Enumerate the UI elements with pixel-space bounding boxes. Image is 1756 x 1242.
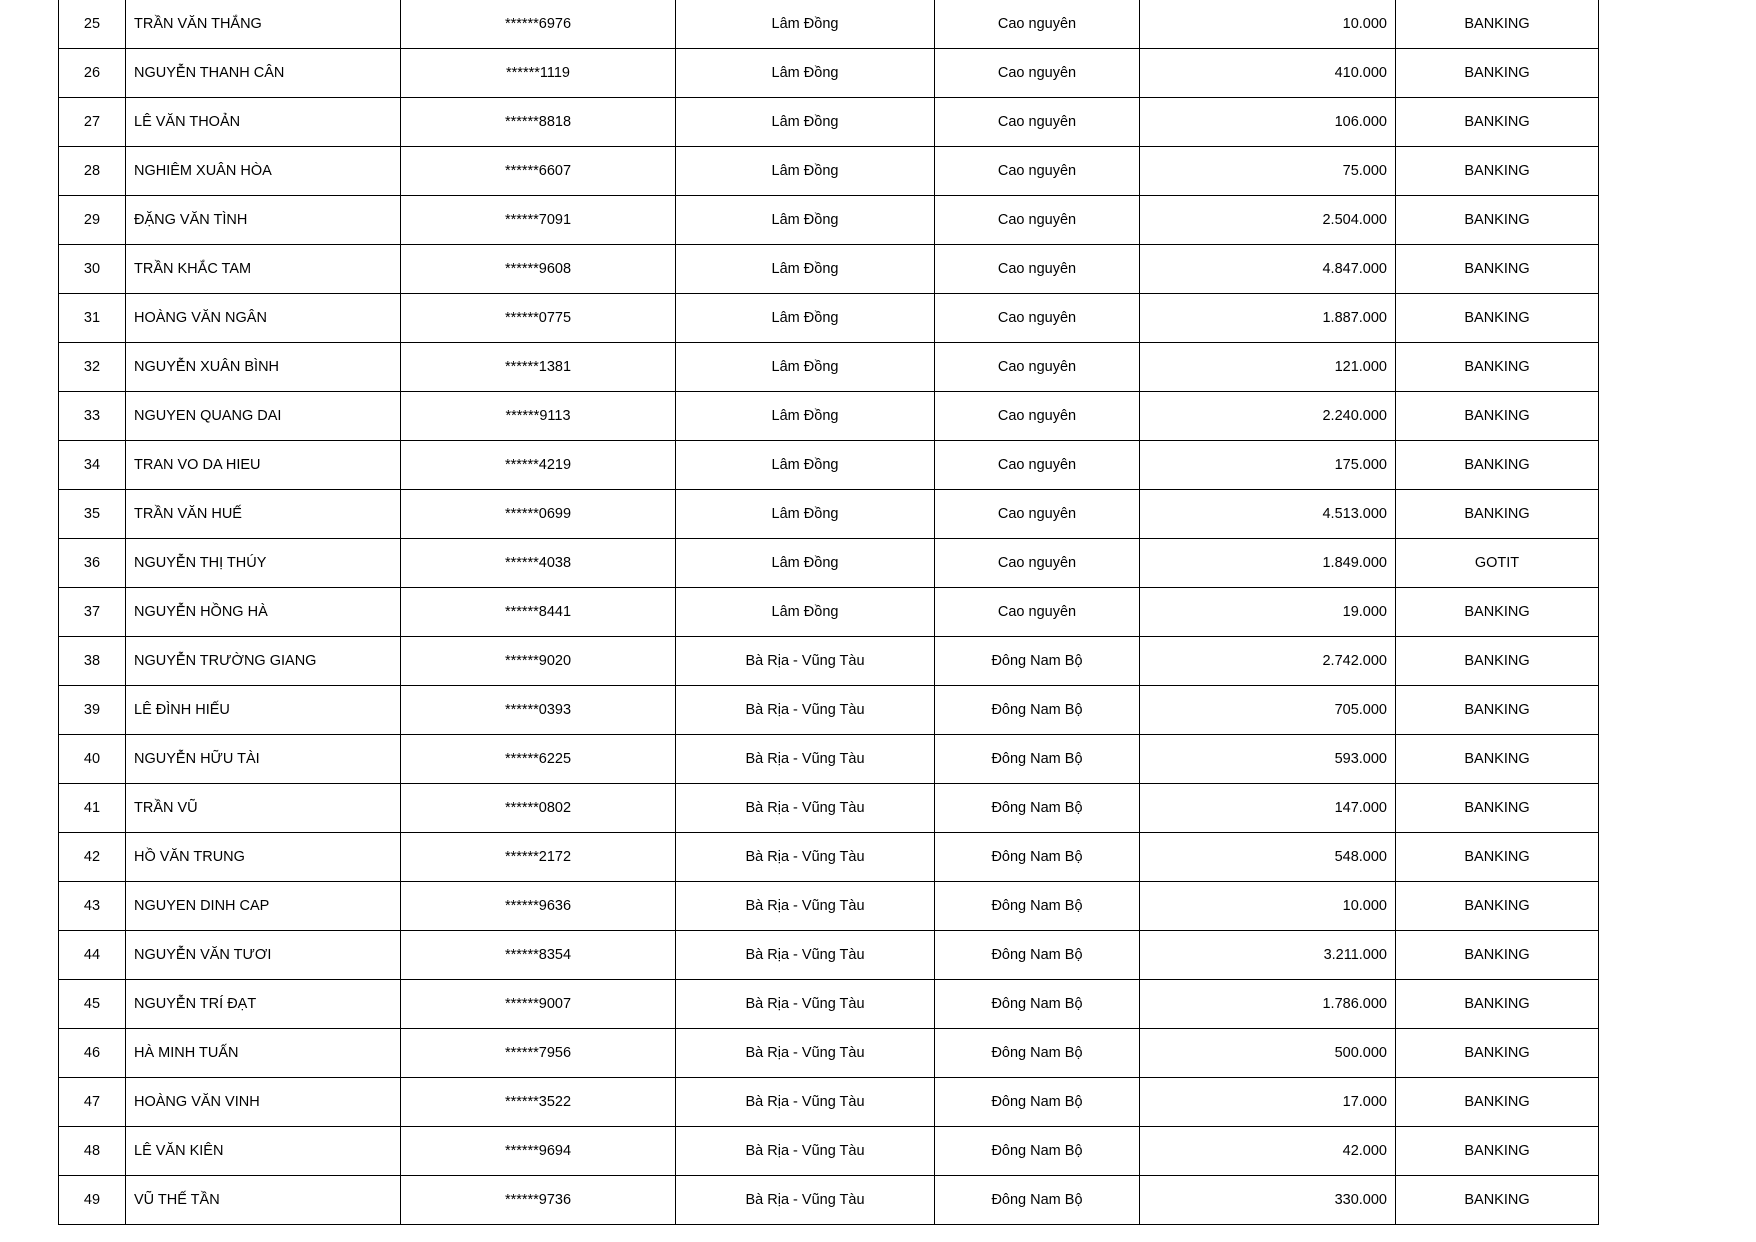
payment-method-cell: BANKING (1396, 0, 1599, 49)
region-cell: Đông Nam Bộ (935, 637, 1140, 686)
table-row (59, 0, 1599, 49)
table-row (59, 343, 1599, 392)
customer-name-cell: TRẦN KHẮC TAM (126, 245, 401, 294)
amount-cell: 17.000 (1140, 1078, 1396, 1127)
masked-phone-cell: ******9636 (401, 882, 676, 931)
province-cell: Lâm Đồng (676, 490, 935, 539)
row-number-cell: 38 (59, 637, 126, 686)
province-cell: Lâm Đồng (676, 539, 935, 588)
region-cell: Cao nguyên (935, 294, 1140, 343)
amount-cell: 10.000 (1140, 0, 1396, 49)
row-number-cell: 43 (59, 882, 126, 931)
row-number-cell: 28 (59, 147, 126, 196)
amount-cell: 593.000 (1140, 735, 1396, 784)
payment-method-cell: BANKING (1396, 49, 1599, 98)
document-page (58, 0, 1598, 1225)
masked-phone-cell: ******0802 (401, 784, 676, 833)
customer-name-cell: TRẦN VĂN HUẾ (126, 490, 401, 539)
masked-phone-cell: ******9736 (401, 1176, 676, 1225)
payment-method-cell: BANKING (1396, 882, 1599, 931)
region-cell: Cao nguyên (935, 588, 1140, 637)
payment-method-cell: BANKING (1396, 980, 1599, 1029)
masked-phone-cell: ******4038 (401, 539, 676, 588)
table-row (59, 1176, 1599, 1225)
customer-name-cell: NGUYỄN TRƯỜNG GIANG (126, 637, 401, 686)
amount-cell: 410.000 (1140, 49, 1396, 98)
masked-phone-cell: ******7956 (401, 1029, 676, 1078)
row-number-cell: 32 (59, 343, 126, 392)
amount-cell: 42.000 (1140, 1127, 1396, 1176)
region-cell: Cao nguyên (935, 147, 1140, 196)
amount-cell: 330.000 (1140, 1176, 1396, 1225)
row-number-cell: 44 (59, 931, 126, 980)
row-number-cell: 30 (59, 245, 126, 294)
customer-name-cell: LÊ VĂN KIÊN (126, 1127, 401, 1176)
province-cell: Bà Rịa - Vũng Tàu (676, 833, 935, 882)
row-number-cell: 42 (59, 833, 126, 882)
province-cell: Bà Rịa - Vũng Tàu (676, 1127, 935, 1176)
masked-phone-cell: ******3522 (401, 1078, 676, 1127)
province-cell: Bà Rịa - Vũng Tàu (676, 882, 935, 931)
amount-cell: 19.000 (1140, 588, 1396, 637)
province-cell: Bà Rịa - Vũng Tàu (676, 784, 935, 833)
row-number-cell: 25 (59, 0, 126, 49)
amount-cell: 1.849.000 (1140, 539, 1396, 588)
customer-name-cell: NGUYỄN THỊ THÚY (126, 539, 401, 588)
customer-name-cell: TRẦN VĂN THẮNG (126, 0, 401, 49)
region-cell: Cao nguyên (935, 441, 1140, 490)
masked-phone-cell: ******9608 (401, 245, 676, 294)
province-cell: Lâm Đồng (676, 147, 935, 196)
table-row (59, 784, 1599, 833)
amount-cell: 10.000 (1140, 882, 1396, 931)
row-number-cell: 48 (59, 1127, 126, 1176)
province-cell: Bà Rịa - Vũng Tàu (676, 1078, 935, 1127)
masked-phone-cell: ******1119 (401, 49, 676, 98)
amount-cell: 1.887.000 (1140, 294, 1396, 343)
payment-method-cell: BANKING (1396, 686, 1599, 735)
payment-method-cell: BANKING (1396, 196, 1599, 245)
table-row (59, 686, 1599, 735)
customer-name-cell: LÊ ĐÌNH HIẾU (126, 686, 401, 735)
table-row (59, 49, 1599, 98)
amount-cell: 548.000 (1140, 833, 1396, 882)
table-row (59, 882, 1599, 931)
table-row (59, 98, 1599, 147)
customer-name-cell: TRẦN VŨ (126, 784, 401, 833)
region-cell: Cao nguyên (935, 490, 1140, 539)
region-cell: Đông Nam Bộ (935, 735, 1140, 784)
payment-method-cell: GOTIT (1396, 539, 1599, 588)
payment-method-cell: BANKING (1396, 784, 1599, 833)
province-cell: Lâm Đồng (676, 392, 935, 441)
payment-method-cell: BANKING (1396, 392, 1599, 441)
table-row (59, 196, 1599, 245)
row-number-cell: 27 (59, 98, 126, 147)
row-number-cell: 35 (59, 490, 126, 539)
table-row (59, 1127, 1599, 1176)
row-number-cell: 46 (59, 1029, 126, 1078)
payment-method-cell: BANKING (1396, 147, 1599, 196)
region-cell: Cao nguyên (935, 196, 1140, 245)
payment-method-cell: BANKING (1396, 637, 1599, 686)
customer-name-cell: NGUYỄN TRÍ ĐẠT (126, 980, 401, 1029)
customer-name-cell: ĐẶNG VĂN TÌNH (126, 196, 401, 245)
payment-method-cell: BANKING (1396, 245, 1599, 294)
province-cell: Bà Rịa - Vũng Tàu (676, 980, 935, 1029)
row-number-cell: 31 (59, 294, 126, 343)
amount-cell: 2.240.000 (1140, 392, 1396, 441)
masked-phone-cell: ******2172 (401, 833, 676, 882)
region-cell: Đông Nam Bộ (935, 980, 1140, 1029)
table-row (59, 1029, 1599, 1078)
payment-method-cell: BANKING (1396, 833, 1599, 882)
masked-phone-cell: ******6976 (401, 0, 676, 49)
province-cell: Bà Rịa - Vũng Tàu (676, 931, 935, 980)
amount-cell: 4.513.000 (1140, 490, 1396, 539)
payment-method-cell: BANKING (1396, 343, 1599, 392)
masked-phone-cell: ******0699 (401, 490, 676, 539)
masked-phone-cell: ******9007 (401, 980, 676, 1029)
customer-name-cell: NGUYỄN HỒNG HÀ (126, 588, 401, 637)
payment-method-cell: BANKING (1396, 294, 1599, 343)
table-body (59, 0, 1599, 1225)
province-cell: Bà Rịa - Vũng Tàu (676, 735, 935, 784)
amount-cell: 2.504.000 (1140, 196, 1396, 245)
table-row (59, 245, 1599, 294)
masked-phone-cell: ******9113 (401, 392, 676, 441)
table-row (59, 1078, 1599, 1127)
province-cell: Lâm Đồng (676, 245, 935, 294)
table-row (59, 833, 1599, 882)
table-row (59, 490, 1599, 539)
province-cell: Lâm Đồng (676, 0, 935, 49)
amount-cell: 2.742.000 (1140, 637, 1396, 686)
province-cell: Bà Rịa - Vũng Tàu (676, 686, 935, 735)
row-number-cell: 45 (59, 980, 126, 1029)
row-number-cell: 34 (59, 441, 126, 490)
customer-name-cell: HỒ VĂN TRUNG (126, 833, 401, 882)
row-number-cell: 26 (59, 49, 126, 98)
customer-name-cell: HOÀNG VĂN NGÂN (126, 294, 401, 343)
region-cell: Đông Nam Bộ (935, 882, 1140, 931)
customer-name-cell: HOÀNG VĂN VINH (126, 1078, 401, 1127)
amount-cell: 3.211.000 (1140, 931, 1396, 980)
region-cell: Cao nguyên (935, 539, 1140, 588)
amount-cell: 500.000 (1140, 1029, 1396, 1078)
amount-cell: 121.000 (1140, 343, 1396, 392)
masked-phone-cell: ******9694 (401, 1127, 676, 1176)
masked-phone-cell: ******1381 (401, 343, 676, 392)
table-row (59, 294, 1599, 343)
province-cell: Lâm Đồng (676, 196, 935, 245)
province-cell: Lâm Đồng (676, 343, 935, 392)
payment-method-cell: BANKING (1396, 588, 1599, 637)
province-cell: Bà Rịa - Vũng Tàu (676, 637, 935, 686)
province-cell: Lâm Đồng (676, 588, 935, 637)
row-number-cell: 47 (59, 1078, 126, 1127)
row-number-cell: 36 (59, 539, 126, 588)
customer-name-cell: NGUYỄN XUÂN BÌNH (126, 343, 401, 392)
region-cell: Cao nguyên (935, 392, 1140, 441)
region-cell: Đông Nam Bộ (935, 1127, 1140, 1176)
region-cell: Đông Nam Bộ (935, 686, 1140, 735)
payment-method-cell: BANKING (1396, 490, 1599, 539)
masked-phone-cell: ******8818 (401, 98, 676, 147)
region-cell: Đông Nam Bộ (935, 1029, 1140, 1078)
masked-phone-cell: ******7091 (401, 196, 676, 245)
amount-cell: 705.000 (1140, 686, 1396, 735)
row-number-cell: 41 (59, 784, 126, 833)
amount-cell: 1.786.000 (1140, 980, 1396, 1029)
masked-phone-cell: ******0393 (401, 686, 676, 735)
province-cell: Bà Rịa - Vũng Tàu (676, 1176, 935, 1225)
payment-method-cell: BANKING (1396, 931, 1599, 980)
province-cell: Lâm Đồng (676, 294, 935, 343)
region-cell: Cao nguyên (935, 98, 1140, 147)
region-cell: Đông Nam Bộ (935, 931, 1140, 980)
row-number-cell: 40 (59, 735, 126, 784)
province-cell: Bà Rịa - Vũng Tàu (676, 1029, 935, 1078)
customer-name-cell: LÊ VĂN THOẢN (126, 98, 401, 147)
province-cell: Lâm Đồng (676, 441, 935, 490)
masked-phone-cell: ******8441 (401, 588, 676, 637)
table-row (59, 931, 1599, 980)
winners-table (58, 0, 1599, 1225)
payment-method-cell: BANKING (1396, 1029, 1599, 1078)
region-cell: Đông Nam Bộ (935, 833, 1140, 882)
masked-phone-cell: ******6607 (401, 147, 676, 196)
masked-phone-cell: ******8354 (401, 931, 676, 980)
payment-method-cell: BANKING (1396, 98, 1599, 147)
customer-name-cell: NGUYỄN HỮU TÀI (126, 735, 401, 784)
region-cell: Đông Nam Bộ (935, 784, 1140, 833)
row-number-cell: 49 (59, 1176, 126, 1225)
amount-cell: 175.000 (1140, 441, 1396, 490)
payment-method-cell: BANKING (1396, 1176, 1599, 1225)
customer-name-cell: NGUYEN QUANG DAI (126, 392, 401, 441)
province-cell: Lâm Đồng (676, 49, 935, 98)
customer-name-cell: VŨ THẾ TẦN (126, 1176, 401, 1225)
region-cell: Đông Nam Bộ (935, 1176, 1140, 1225)
table-row (59, 980, 1599, 1029)
table-row (59, 147, 1599, 196)
payment-method-cell: BANKING (1396, 1078, 1599, 1127)
row-number-cell: 29 (59, 196, 126, 245)
payment-method-cell: BANKING (1396, 441, 1599, 490)
region-cell: Cao nguyên (935, 245, 1140, 294)
amount-cell: 106.000 (1140, 98, 1396, 147)
payment-method-cell: BANKING (1396, 735, 1599, 784)
masked-phone-cell: ******6225 (401, 735, 676, 784)
masked-phone-cell: ******0775 (401, 294, 676, 343)
row-number-cell: 33 (59, 392, 126, 441)
customer-name-cell: NGHIÊM XUÂN HÒA (126, 147, 401, 196)
customer-name-cell: TRAN VO DA HIEU (126, 441, 401, 490)
masked-phone-cell: ******4219 (401, 441, 676, 490)
table-row (59, 735, 1599, 784)
payment-method-cell: BANKING (1396, 1127, 1599, 1176)
table-row (59, 637, 1599, 686)
customer-name-cell: NGUYỄN THANH CÂN (126, 49, 401, 98)
region-cell: Cao nguyên (935, 0, 1140, 49)
province-cell: Lâm Đồng (676, 98, 935, 147)
amount-cell: 4.847.000 (1140, 245, 1396, 294)
row-number-cell: 37 (59, 588, 126, 637)
customer-name-cell: NGUYEN DINH CAP (126, 882, 401, 931)
amount-cell: 147.000 (1140, 784, 1396, 833)
row-number-cell: 39 (59, 686, 126, 735)
table-row (59, 588, 1599, 637)
region-cell: Cao nguyên (935, 49, 1140, 98)
region-cell: Cao nguyên (935, 343, 1140, 392)
table-row (59, 539, 1599, 588)
region-cell: Đông Nam Bộ (935, 1078, 1140, 1127)
customer-name-cell: HÀ MINH TUẤN (126, 1029, 401, 1078)
table-row (59, 392, 1599, 441)
masked-phone-cell: ******9020 (401, 637, 676, 686)
customer-name-cell: NGUYỄN VĂN TƯƠI (126, 931, 401, 980)
table-row (59, 441, 1599, 490)
amount-cell: 75.000 (1140, 147, 1396, 196)
